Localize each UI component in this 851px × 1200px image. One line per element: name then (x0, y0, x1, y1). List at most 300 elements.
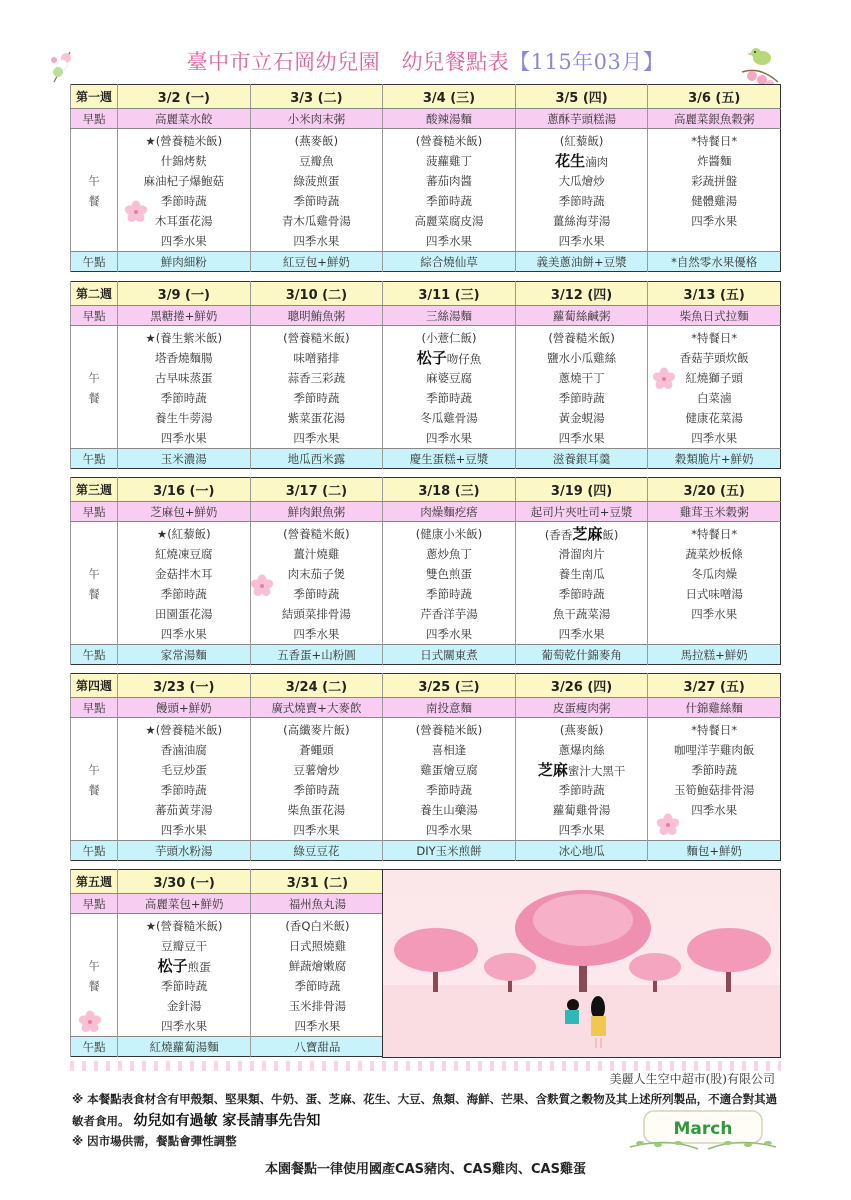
breakfast-item: 肉燥麵疙瘩 (383, 502, 516, 522)
lunch-item-text: (香香 (544, 528, 573, 542)
lunch-item-text: 玉米排骨湯 (288, 999, 347, 1013)
lunch-item-text: 煎蛋 (187, 960, 211, 974)
day-date: 3/19 (四) (515, 478, 648, 502)
lunch-item (251, 328, 383, 348)
lunch-item (118, 976, 250, 996)
lunch-item (516, 231, 648, 251)
lunch-item-text: 季節時蔬 (294, 979, 341, 993)
lunch-item-text: 四季水果 (160, 234, 207, 248)
lunch-item (118, 720, 250, 740)
lunch-item (516, 428, 648, 448)
lunch-item (118, 800, 250, 820)
lunch-item-text: ★(營養糙米飯) (145, 134, 223, 148)
lunch-item (118, 996, 250, 1016)
lunch-item-text: 季節時蔬 (691, 763, 738, 777)
snack-item: DIY玉米煎餅 (383, 841, 516, 861)
allergen-note-text: ※ 本餐點表食材含有甲殼類、堅果類、牛奶、蛋、芝麻、花生、大豆、魚類、海鮮、芒果、含麩質之穀物及其上述所列製品，不適合對其過敏者食用。 (72, 1092, 778, 1128)
lunch-label-2: 餐 (88, 783, 100, 797)
breakfast-item: 高麗菜銀魚穀粥 (648, 109, 781, 129)
breakfast-item: 芝麻包+鮮奶 (118, 502, 251, 522)
lunch-cell (383, 129, 516, 252)
lunch-item (251, 524, 383, 544)
week-label: 第四週 (71, 674, 118, 698)
lunch-label (71, 718, 118, 841)
lunch-item-text: 季節時蔬 (160, 783, 207, 797)
lunch-item-text: 日式味噌湯 (685, 587, 743, 601)
lunch-cell (251, 914, 384, 1037)
day-date: 3/9 (一) (118, 282, 251, 306)
lunch-item (648, 428, 780, 448)
lunch-item (251, 800, 383, 820)
lunch-item (648, 740, 780, 760)
breakfast-label: 早點 (71, 502, 118, 522)
lunch-item-text: 麻婆豆腐 (425, 371, 472, 385)
snack-item: 馬拉糕+鮮奶 (648, 645, 781, 665)
lunch-item (516, 408, 648, 428)
lunch-item-text: 炸醬麵 (696, 154, 732, 168)
lunch-item-text: 冬瓜雞骨湯 (420, 411, 478, 425)
lunch-item (118, 151, 250, 171)
lunch-item-text: 季節時蔬 (425, 194, 472, 208)
lunch-item-text: (營養糙米飯) (415, 134, 483, 148)
lunch-item-text: 毛豆炒蛋 (160, 763, 207, 777)
lunch-cell (648, 129, 781, 252)
lunch-item-text: ★(營養糙米飯) (145, 919, 223, 933)
lunch-item (251, 956, 383, 976)
lunch-item (383, 524, 515, 544)
lunch-item (251, 916, 383, 936)
lunch-item-text: ★(營養糙米飯) (145, 723, 223, 737)
lunch-cell (515, 718, 648, 841)
tree-left (394, 928, 478, 992)
snack-item: 穀類脆片+鮮奶 (648, 449, 781, 469)
snack-item: 八寶甜品 (251, 1037, 384, 1057)
snack-item: 地瓜西米露 (250, 449, 383, 469)
lunch-item (383, 720, 515, 740)
lunch-item (118, 388, 250, 408)
lunch-item-text: 菠蘿雞丁 (425, 154, 472, 168)
lunch-item (648, 720, 780, 740)
week-table-1 (70, 84, 781, 272)
lunch-item-text: 日式照燒雞 (288, 939, 347, 953)
lunch-item-text: 豆薯燴炒 (293, 763, 340, 777)
lunch-item-text: 蕃茄肉醬 (425, 174, 472, 188)
lunch-item-text: 四季水果 (161, 1019, 208, 1033)
day-date: 3/12 (四) (515, 282, 648, 306)
lunch-item-text: 香菇芋頭炊飯 (679, 351, 749, 365)
lunch-item (648, 564, 780, 584)
lunch-item-text: 香滷油腐 (160, 743, 207, 757)
cherry-blossom-illustration (382, 869, 781, 1058)
snack-label: 午點 (71, 252, 118, 272)
lunch-item-text: 玉筍鮑菇排骨湯 (673, 783, 755, 797)
snack-item: 鮮肉細粉 (118, 252, 251, 272)
lunch-item (118, 760, 250, 780)
lunch-item-text: 四季水果 (691, 803, 738, 817)
lunch-item (516, 171, 648, 191)
allergen-highlight: 松子 (157, 957, 188, 975)
day-date: 3/4 (三) (383, 85, 516, 109)
lunch-item (516, 780, 648, 800)
lunch-item (251, 936, 383, 956)
allergen-highlight: 芝麻 (572, 525, 603, 543)
lunch-item (118, 131, 250, 151)
breakfast-item: 鮮肉銀魚粥 (250, 502, 383, 522)
week-label: 第一週 (71, 85, 118, 109)
day-date: 3/26 (四) (515, 674, 648, 698)
lunch-item (516, 211, 648, 231)
lunch-item (648, 584, 780, 604)
lunch-item (383, 740, 515, 760)
lunch-item-text: 季節時蔬 (558, 194, 605, 208)
breakfast-item: 小米肉末粥 (250, 109, 383, 129)
lunch-item-text: 健體雞湯 (691, 194, 738, 208)
lunch-item-text: 塔香燒麵腸 (155, 351, 213, 365)
lunch-item-text: 鮮蔬燴嫩腐 (288, 959, 347, 973)
snack-item: 葡萄乾什錦麥角 (515, 645, 648, 665)
allergen-highlight: 花生 (555, 152, 586, 170)
lunch-item (118, 328, 250, 348)
day-date: 3/13 (五) (648, 282, 781, 306)
lunch-item-text: *特餐日* (691, 331, 738, 345)
snack-item: 日式關東煮 (383, 645, 516, 665)
lunch-item-text: (營養糙米飯) (415, 723, 483, 737)
lunch-label-2: 餐 (88, 979, 100, 993)
day-date: 3/27 (五) (648, 674, 781, 698)
lunch-item-text: 青木瓜雞骨湯 (281, 214, 351, 228)
lunch-cell (515, 129, 648, 252)
day-date: 3/25 (三) (383, 674, 516, 698)
day-date: 3/11 (三) (383, 282, 516, 306)
lunch-item (383, 780, 515, 800)
lunch-item-text: ★(紅藜飯) (156, 527, 211, 541)
lunch-item (516, 800, 648, 820)
lunch-item (383, 191, 515, 211)
lunch-item-text: 蔬菜炒板條 (685, 547, 743, 561)
lunch-item-text: 蜜汁大黑干 (567, 764, 626, 778)
supplier-name: 美麗人生空中超市(股)有限公司 (609, 1072, 775, 1086)
page-header (0, 42, 851, 86)
lunch-item (648, 760, 780, 780)
lunch-item (251, 408, 383, 428)
lunch-item-text: 四季水果 (160, 627, 207, 641)
lunch-item (648, 151, 780, 171)
lunch-item-text: 四季水果 (160, 823, 207, 837)
lunch-item-text: (健康小米飯) (415, 527, 483, 541)
week-label: 第二週 (71, 282, 118, 306)
lunch-item-text: 養生山藥湯 (420, 803, 478, 817)
lunch-item (516, 388, 648, 408)
lunch-item-text: 彩蔬拼盤 (691, 174, 738, 188)
lunch-item (648, 348, 780, 368)
lunch-item-text: (營養糙米飯) (548, 331, 615, 345)
lunch-item-text: 冬瓜肉燥 (691, 567, 738, 581)
lunch-item (118, 1016, 250, 1036)
lunch-item (251, 820, 383, 840)
lunch-item (383, 388, 515, 408)
lunch-item (251, 348, 383, 368)
lunch-item-text: 四季水果 (691, 431, 738, 445)
lunch-item-text: *特餐日* (691, 527, 738, 541)
lunch-item (516, 740, 648, 760)
lunch-item-text: 飯) (602, 528, 619, 542)
lunch-cell (383, 718, 516, 841)
lunch-item-text: 季節時蔬 (558, 587, 605, 601)
lunch-item-text: ★(養生紫米飯) (145, 331, 223, 345)
day-date: 3/3 (二) (250, 85, 383, 109)
title-text: 臺中市立石岡幼兒園 幼兒餐點表 (186, 50, 510, 74)
day-date: 3/20 (五) (648, 478, 781, 502)
lunch-item-text: 蘿蔔雞骨湯 (552, 803, 611, 817)
lunch-item (516, 368, 648, 388)
lunch-cell (118, 522, 251, 645)
lunch-item-text: 季節時蔬 (425, 391, 472, 405)
week-table-3 (70, 477, 781, 665)
lunch-item-text: 四季水果 (160, 431, 207, 445)
lunch-item (516, 564, 648, 584)
lunch-item (648, 604, 780, 624)
sakura-flower-icon (124, 200, 148, 224)
lunch-label-1: 午 (88, 567, 100, 581)
lunch-item-text: 黃金蜆湯 (558, 411, 605, 425)
lunch-item-text: 養生牛蒡湯 (155, 411, 213, 425)
lunch-item-text: 味噌豬排 (293, 351, 340, 365)
lunch-item-text: 四季水果 (425, 431, 472, 445)
lunch-item (383, 760, 515, 780)
breakfast-item: 雞茸玉米穀粥 (648, 502, 781, 522)
sakura-flower-icon (656, 813, 680, 837)
lunch-item (516, 760, 648, 780)
lunch-label-1: 午 (88, 763, 100, 777)
lunch-item-text: (高纖麥片飯) (283, 723, 350, 737)
lunch-item (251, 740, 383, 760)
lunch-item (118, 428, 250, 448)
lunch-item (251, 428, 383, 448)
lunch-item (118, 231, 250, 251)
lunch-item (118, 368, 250, 388)
snack-item: 綠豆豆花 (250, 841, 383, 861)
lunch-item-text: 季節時蔬 (160, 194, 207, 208)
lunch-item-text: 蒜香三彩蔬 (287, 371, 346, 385)
lunch-item (251, 368, 383, 388)
breakfast-label: 早點 (71, 306, 118, 326)
lunch-item-text: (營養糙米飯) (283, 527, 350, 541)
lunch-cell (250, 129, 383, 252)
lunch-label-2: 餐 (88, 194, 100, 208)
breakfast-item: 高麗菜包+鮮奶 (118, 894, 251, 914)
lunch-item-text: 肉末茄子煲 (287, 567, 346, 581)
lunch-item (118, 820, 250, 840)
lunch-cell (515, 326, 648, 449)
lunch-item-text: 豆瓣豆干 (161, 939, 208, 953)
breakfast-item: 廣式燒賣+大麥飲 (250, 698, 383, 718)
lunch-item (648, 524, 780, 544)
lunch-item (118, 916, 250, 936)
lunch-item-text: 紅燒凍豆腐 (155, 547, 213, 561)
page-title (187, 42, 665, 82)
lunch-item-text: 什錦烤麩 (160, 154, 207, 168)
lunch-item-text: 芹香洋芋湯 (420, 607, 478, 621)
sakura-flower-icon (652, 367, 676, 391)
lunch-cell (250, 326, 383, 449)
bird-on-blossom-icon (740, 42, 780, 88)
lunch-item (648, 408, 780, 428)
lunch-item (251, 211, 383, 231)
lunch-item (251, 604, 383, 624)
lunch-item-text: 養生南瓜 (558, 567, 605, 581)
lunch-cell (118, 718, 251, 841)
lunch-item (383, 328, 515, 348)
lunch-item (648, 231, 780, 251)
lunch-item (251, 1016, 383, 1036)
lunch-item (648, 131, 780, 151)
lunch-item-text: 田園蛋花湯 (155, 607, 213, 621)
lunch-item-text: (營養糙米飯) (283, 331, 350, 345)
snack-item: 綜合燒仙草 (383, 252, 516, 272)
lunch-item (516, 624, 648, 644)
lunch-label-2: 餐 (88, 587, 100, 601)
snack-item: 五香蛋+山粉圓 (250, 645, 383, 665)
sakura-flower-icon (250, 574, 274, 598)
lunch-item-text: 四季水果 (425, 627, 472, 641)
day-date: 3/5 (四) (515, 85, 648, 109)
lunch-item (118, 524, 250, 544)
day-date: 3/6 (五) (648, 85, 781, 109)
lunch-item (383, 408, 515, 428)
lunch-item-text: 薑汁燒雞 (293, 547, 340, 561)
lunch-item (516, 151, 648, 171)
snack-item: 冰心地瓜 (515, 841, 648, 861)
lunch-item (383, 368, 515, 388)
lunch-item-text: 季節時蔬 (425, 783, 472, 797)
breakfast-item: 皮蛋瘦肉粥 (515, 698, 648, 718)
lunch-cell (648, 522, 781, 645)
breakfast-label: 早點 (71, 698, 118, 718)
svg-text:March: March (673, 1119, 733, 1139)
lunch-item (383, 151, 515, 171)
lunch-item (118, 408, 250, 428)
lunch-item-text: 四季水果 (293, 431, 340, 445)
lunch-item-text: 木耳蛋花湯 (155, 214, 213, 228)
lunch-item-text: (香Q白米飯) (285, 919, 350, 933)
lunch-item (251, 624, 383, 644)
lunch-item-text: 喜相逢 (431, 743, 467, 757)
lunch-item (251, 231, 383, 251)
snack-item: 紅燒蘿蔔湯麵 (118, 1037, 251, 1057)
lunch-item-text: 四季水果 (425, 823, 472, 837)
lunch-item (516, 584, 648, 604)
lunch-item-text: 季節時蔬 (160, 391, 207, 405)
lunch-item (118, 604, 250, 624)
dango-flower-icon (48, 48, 76, 84)
lunch-item (516, 820, 648, 840)
lunch-item (648, 328, 780, 348)
lunch-item (516, 191, 648, 211)
lunch-item (118, 544, 250, 564)
lunch-label (71, 129, 118, 252)
day-date: 3/16 (一) (118, 478, 251, 502)
breakfast-item: 起司片夾吐司+豆漿 (515, 502, 648, 522)
lunch-item (251, 780, 383, 800)
lunch-item-text: (燕麥飯) (294, 134, 339, 148)
lunch-item-text: 蒼蠅頭 (299, 743, 334, 757)
lunch-item-text: (紅藜飯) (559, 134, 604, 148)
lunch-item (251, 976, 383, 996)
lunch-item (648, 544, 780, 564)
week-label: 第三週 (71, 478, 118, 502)
day-date: 3/10 (二) (250, 282, 383, 306)
snack-label: 午點 (71, 841, 118, 861)
lunch-item (118, 780, 250, 800)
lunch-item-text: 結頭菜排骨湯 (281, 607, 351, 621)
snack-item: 家常湯麵 (118, 645, 251, 665)
lunch-item-text: 蔥炒魚丁 (425, 547, 472, 561)
lunch-item (383, 564, 515, 584)
day-date: 3/30 (一) (118, 870, 251, 894)
day-date: 3/23 (一) (118, 674, 251, 698)
lunch-item (383, 211, 515, 231)
day-date: 3/18 (三) (383, 478, 516, 502)
lunch-item-text: 四季水果 (691, 607, 738, 621)
week-table-5 (70, 869, 385, 1057)
lunch-item-text: 四季水果 (691, 214, 738, 228)
lunch-item-text: 雙色煎蛋 (425, 567, 472, 581)
lunch-item (383, 820, 515, 840)
lunch-item (383, 231, 515, 251)
lunch-label (71, 522, 118, 645)
lunch-item (251, 171, 383, 191)
lunch-label-2: 餐 (88, 391, 100, 405)
lunch-item (516, 131, 648, 151)
lunch-item-text: 紅燒獅子頭 (685, 371, 743, 385)
snack-item: 慶生蛋糕+豆漿 (383, 449, 516, 469)
allergen-emphasis: 幼兒如有過敏 家長請事先告知 (133, 1113, 321, 1129)
lunch-item (251, 996, 383, 1016)
lunch-item-text: 滑溜肉片 (558, 547, 605, 561)
lunch-item (648, 388, 780, 408)
lunch-item-text: 金菇拌木耳 (155, 567, 213, 581)
lunch-item-text: 四季水果 (558, 431, 605, 445)
lunch-item-text: 蔥燒干丁 (558, 371, 605, 385)
lunch-item-text: 四季水果 (425, 234, 472, 248)
lunch-item (118, 956, 250, 976)
lunch-item (516, 328, 648, 348)
sakura-flower-icon (78, 1010, 102, 1034)
lunch-item (251, 760, 383, 780)
lunch-item (516, 720, 648, 740)
breakfast-item: 饅頭+鮮奶 (118, 698, 251, 718)
lunch-item-text: 季節時蔬 (161, 979, 208, 993)
allergen-highlight: 芝麻 (537, 761, 568, 779)
lunch-item-text: 紫菜蛋花湯 (287, 411, 346, 425)
lunch-item (516, 524, 648, 544)
snack-item: 麵包+鮮奶 (648, 841, 781, 861)
lunch-item (118, 936, 250, 956)
lunch-item-text: 蕃茄黃芽湯 (155, 803, 213, 817)
lunch-item-text: 古早味蒸蛋 (155, 371, 213, 385)
lunch-item (118, 171, 250, 191)
lunch-item-text: 四季水果 (294, 1019, 341, 1033)
lunch-item (251, 544, 383, 564)
lunch-cell (250, 718, 383, 841)
lunch-item (383, 131, 515, 151)
lunch-item-text: 四季水果 (293, 627, 340, 641)
lunch-cell (118, 914, 251, 1037)
allergen-highlight: 松子 (416, 349, 447, 367)
breakfast-item: 三絲湯麵 (383, 306, 516, 326)
lunch-item-text: 季節時蔬 (160, 587, 207, 601)
lunch-label (71, 326, 118, 449)
